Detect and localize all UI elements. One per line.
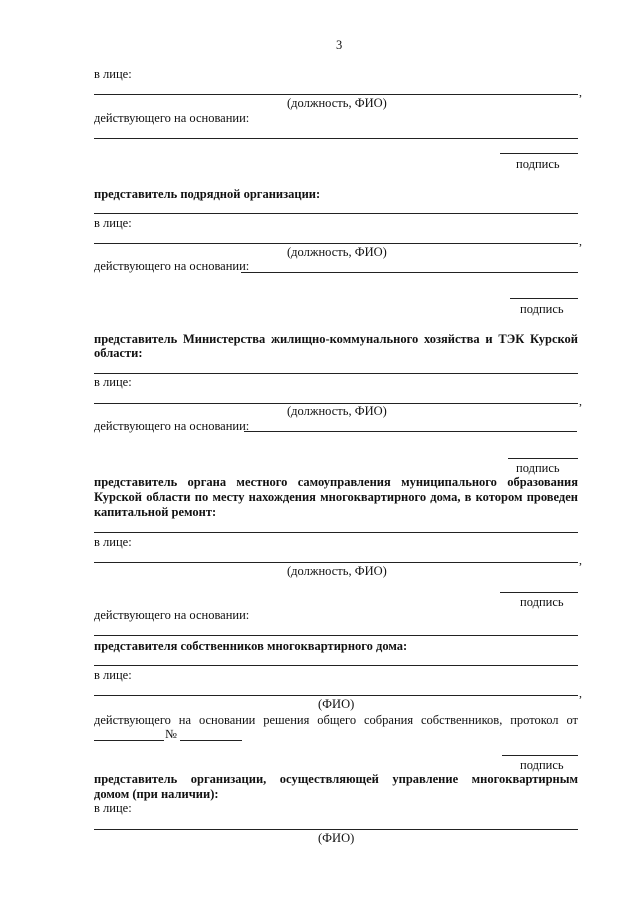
in-person-label: в лице:: [94, 668, 132, 682]
position-name-caption: (должность, ФИО): [287, 245, 387, 259]
position-name-caption: (должность, ФИО): [287, 564, 387, 578]
signature-caption: подпись: [520, 302, 564, 316]
in-person-label: в лице:: [94, 801, 132, 815]
signature-line: [510, 298, 578, 299]
local-gov-heading-line2: Курской области по месту нахождения многоквартирного дома, в котором проведен: [94, 490, 578, 504]
signature-caption: подпись: [516, 157, 560, 171]
signature-caption: подпись: [520, 758, 564, 772]
heading-line: [94, 373, 578, 374]
acting-basis-label: действующего на основании:: [94, 111, 250, 125]
name-line: [94, 243, 578, 244]
in-person-label: в лице:: [94, 67, 132, 81]
ministry-heading-line2: области:: [94, 346, 143, 360]
name-line: [94, 562, 578, 563]
contractor-heading: представитель подрядной организации:: [94, 187, 321, 201]
heading-line: [94, 213, 578, 214]
signature-line: [508, 458, 578, 459]
signature-line: [502, 755, 578, 756]
heading-line: [94, 665, 578, 666]
fio-caption: (ФИО): [318, 831, 355, 845]
signature-line: [500, 153, 578, 154]
protocol-date-line: [94, 740, 164, 741]
position-name-caption: (должность, ФИО): [287, 96, 387, 110]
comma: ,: [579, 686, 582, 700]
name-line: [94, 829, 578, 830]
in-person-label: в лице:: [94, 216, 132, 230]
acting-basis-label: действующего на основании:: [94, 419, 250, 433]
basis-line: [94, 138, 578, 139]
name-line: [94, 695, 578, 696]
acting-basis-label: действующего на основании:: [94, 259, 250, 273]
fio-caption: (ФИО): [318, 697, 355, 711]
local-gov-heading-line3: капитальной ремонт:: [94, 505, 217, 519]
comma: ,: [579, 553, 582, 567]
signature-line: [500, 592, 578, 593]
owners-heading: представителя собственников многоквартирного дома:: [94, 639, 408, 653]
basis-line: [94, 635, 578, 636]
mgmt-heading-line1: представитель организации, осуществляющей управление многоквартирным: [94, 772, 578, 786]
protocol-number-line: [180, 740, 242, 741]
basis-line: [241, 272, 578, 273]
name-line: [94, 94, 578, 95]
basis-line: [244, 431, 577, 432]
heading-line: [94, 532, 578, 533]
signature-caption: подпись: [520, 595, 564, 609]
number-sign: №: [165, 727, 177, 741]
signature-caption: подпись: [516, 461, 560, 475]
in-person-label: в лице:: [94, 375, 132, 389]
comma: ,: [579, 234, 582, 248]
owners-basis-text: действующего на основании решения общего собрания собственников, протокол от: [94, 713, 578, 727]
position-name-caption: (должность, ФИО): [287, 404, 387, 418]
page-number: 3: [336, 38, 343, 52]
ministry-heading-line1: представитель Министерства жилищно-коммунального хозяйства и ТЭК Курской: [94, 332, 578, 346]
mgmt-heading-line2: домом (при наличии):: [94, 787, 219, 801]
in-person-label: в лице:: [94, 535, 132, 549]
acting-basis-label: действующего на основании:: [94, 608, 250, 622]
comma: ,: [579, 394, 582, 408]
local-gov-heading-line1: представитель органа местного самоуправления муниципального образования: [94, 475, 578, 489]
comma: ,: [579, 85, 582, 99]
